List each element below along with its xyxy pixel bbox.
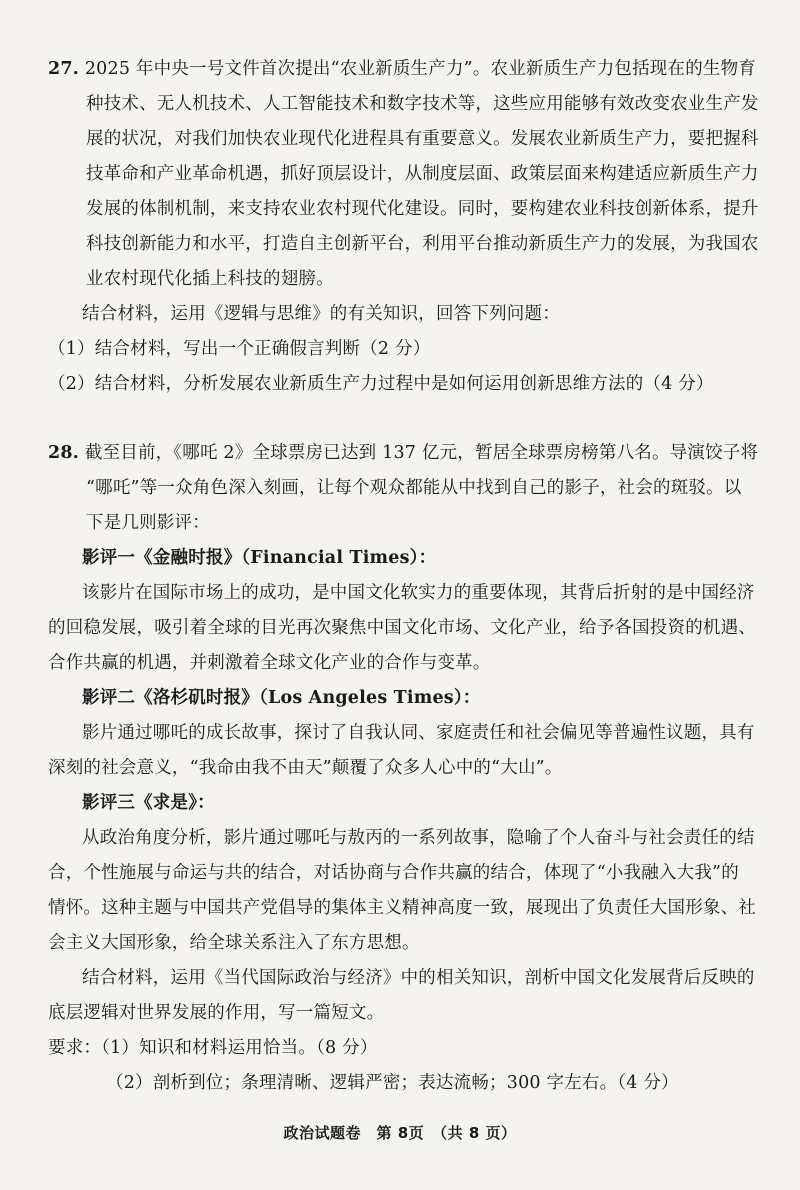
q27-sub-question-2: （2）结合材料，分析发展农业新质生产力过程中是如何运用创新思维方法的（4 分） — [48, 374, 714, 394]
q27-number: 27. — [48, 59, 80, 79]
review-3-line-1: 从政治角度分析，影片通过哪吒与敖丙的一系列故事，隐喻了个人奋斗与社会责任的结 — [82, 828, 755, 848]
review-3-line-2: 合，个性施展与命运与共的结合，对话协商与合作共赢的结合，体现了“小我融入大我”的 — [48, 863, 739, 883]
q27-line-7: 业农村现代化插上科技的翅膀。 — [86, 269, 334, 289]
q28-number: 28. — [48, 443, 80, 463]
q28-requirement-2: （2）剖析到位；条理清晰、逻辑严密；表达流畅；300 字左右。（4 分） — [106, 1073, 679, 1093]
review-2-title: 影评二《洛杉矶时报》（Los Angeles Times）： — [82, 688, 481, 708]
question-gap — [48, 402, 760, 436]
q28-line-1: 28. 截至目前，《哪吒 2》全球票房已达到 137 亿元，暂居全球票房榜第八名。导演饺子将 — [48, 443, 759, 463]
review-1-line-1: 该影片在国际市场上的成功，是中国文化软实力的重要体现，其背后折射的是中国经济 — [82, 583, 755, 603]
page-footer: 政治试题卷 第 8页 （共 8 页） — [283, 1124, 517, 1142]
review-2-line-1: 影片通过哪吒的成长故事，探讨了自我认同、家庭责任和社会偏见等普遍性议题，具有 — [82, 723, 755, 743]
review-3-line-4: 会主义大国形象，给全球关系注入了东方思想。 — [48, 933, 420, 953]
q27-line-3: 展的状况，对我们加快农业现代化进程具有重要意义。发展农业新质生产力，要把握科 — [86, 129, 759, 149]
q27-line-5: 发展的体制机制，来支持农业农村现代化建设。同时，要构建农业科技创新体系，提升 — [86, 199, 759, 219]
q28-requirement-1: 要求：（1）知识和材料运用恰当。（8 分） — [48, 1038, 378, 1058]
q27-line-1: 27. 2025 年中央一号文件首次提出“农业新质生产力”。农业新质生产力包括现在的生物育 — [48, 59, 757, 79]
q27-instruction: 结合材料，运用《逻辑与思维》的有关知识，回答下列问题： — [82, 304, 560, 324]
review-1-line-2: 的回稳发展，吸引着全球的目光再次聚焦中国文化市场、文化产业，给予各国投资的机遇、 — [48, 618, 756, 638]
q27-line-4: 技革命和产业革命机遇，抓好顶层设计，从制度层面、政策层面来构建适应新质生产力 — [86, 164, 759, 184]
q28-task-line-1: 结合材料，运用《当代国际政治与经济》中的相关知识，剖析中国文化发展背后反映的 — [82, 968, 755, 988]
q27-line-2: 种技术、无人机技术、人工智能技术和数字技术等，这些应用能够有效改变农业生产发 — [86, 94, 759, 114]
q27-sub-question-1: （1）结合材料，写出一个正确假言判断（2 分） — [48, 339, 431, 359]
q28-task-line-2: 底层逻辑对世界发展的作用，写一篇短文。 — [48, 1003, 385, 1023]
review-1-title: 影评一《金融时报》（Financial Times）： — [82, 548, 437, 568]
q28-line-3: 下是几则影评： — [86, 513, 210, 533]
review-1-line-3: 合作共赢的机遇，并刺激着全球文化产业的合作与变革。 — [48, 653, 491, 673]
question-28 — [48, 436, 760, 1101]
q27-line-6: 科技创新能力和水平，打造自主创新平台，利用平台推动新质生产力的发展，为我国农 — [86, 234, 759, 254]
review-3-line-3: 情怀。这种主题与中国共产党倡导的集体主义精神高度一致，展现出了负责任大国形象、社 — [48, 898, 756, 918]
review-2-line-2: 深刻的社会意义，“我命由我不由天”颠覆了众多人心中的“大山”。 — [48, 758, 563, 778]
question-27 — [48, 52, 760, 402]
review-3-title: 影评三《求是》： — [82, 793, 215, 813]
q28-line-2: “哪吒”等一众角色深入刻画，让每个观众都能从中找到自己的影子，社会的斑驳。以 — [86, 478, 742, 498]
